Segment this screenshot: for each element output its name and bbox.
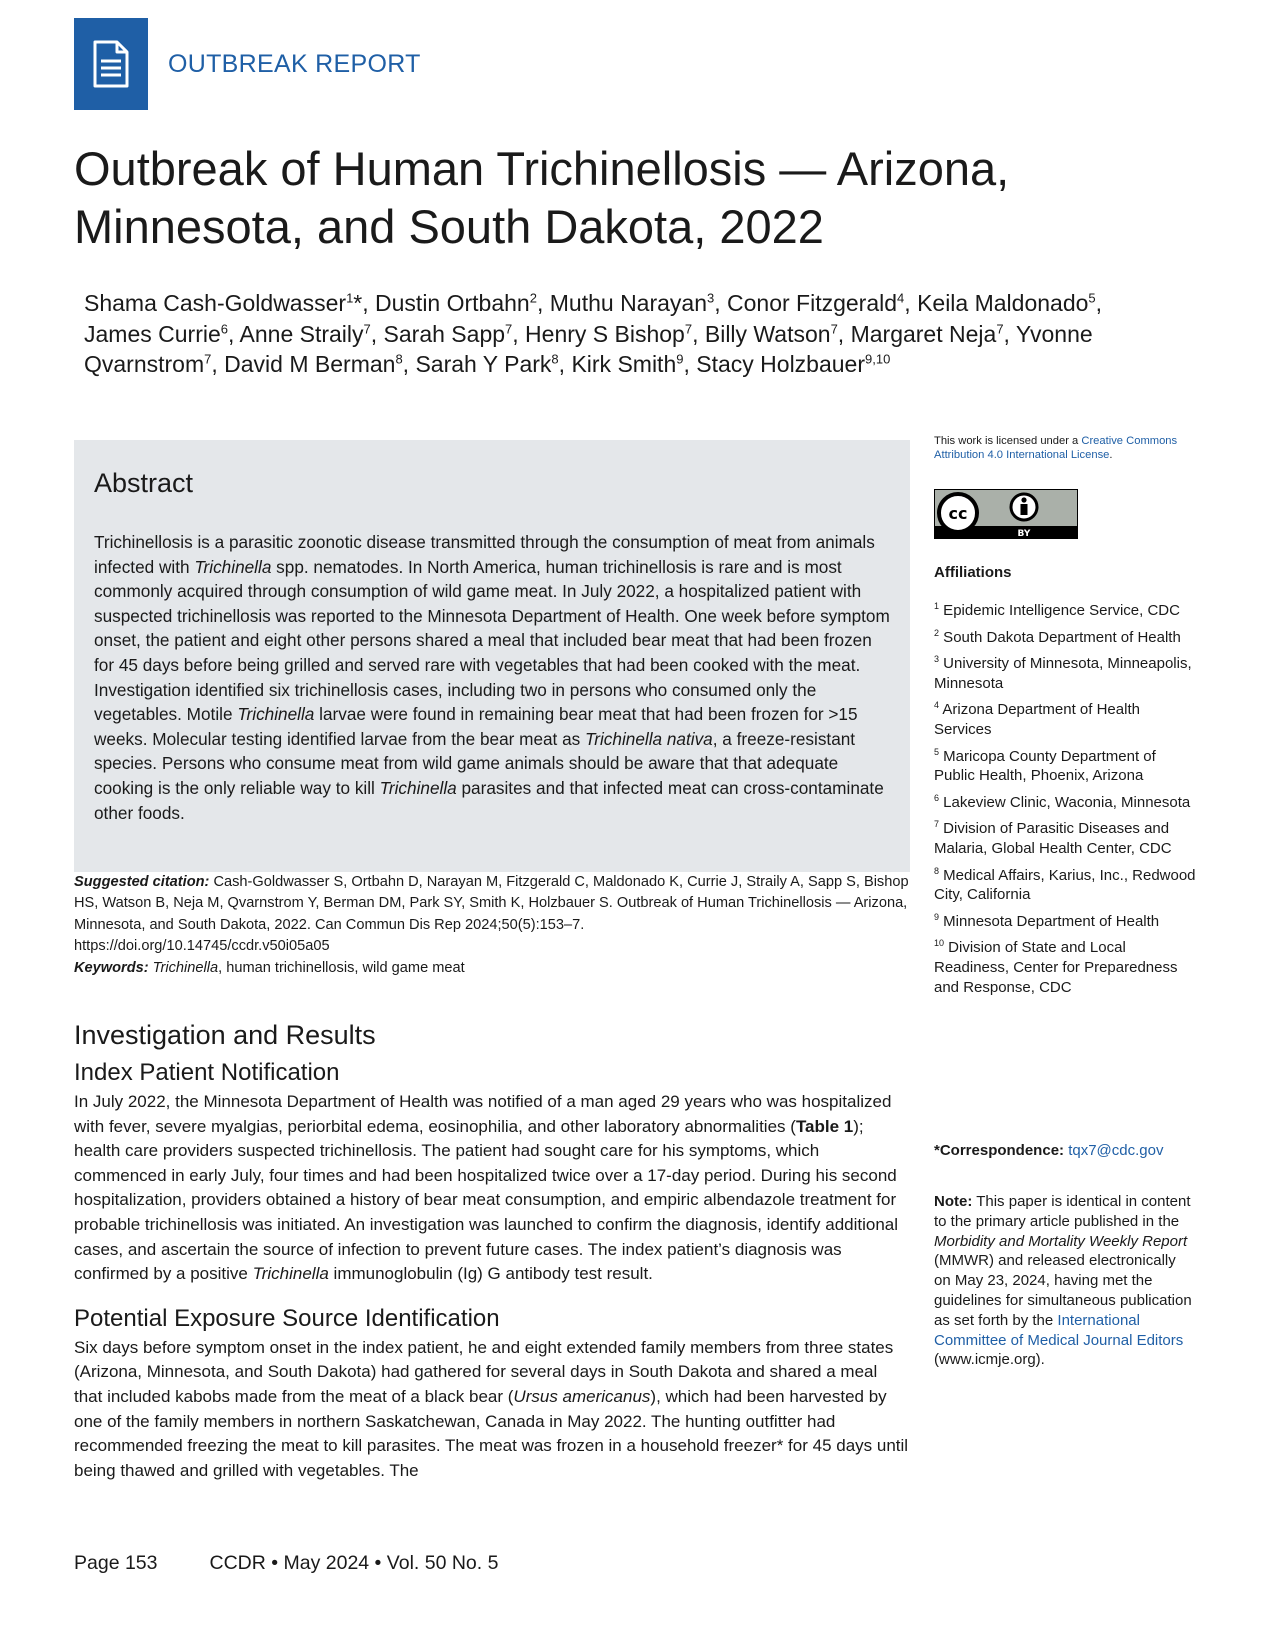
author-affiliation-ref: 5 [1088,290,1096,306]
affiliation-item [934,747,1196,786]
affiliation-item [934,628,1196,648]
author-name: Dustin Ortbahn [375,290,530,316]
italic-term: Morbidity and Mortality Weekly Report [934,1232,1188,1250]
license-notice: This work is licensed under a Creative Commons Attribution 4.0 International License. [934,435,1178,461]
text-run: In July 2022, the Minnesota Department of Health was notified of a man aged 29 years who was hospitalized with fever, severe myalgias, periorbital edema, eosinophilia, and other laboratory abnormalities ( [74,1092,892,1136]
article-title: Outbreak of Human Trichinellosis — Arizona, Minnesota, and South Dakota, 2022 [74,142,1010,253]
author-affiliation-ref: 8 [551,351,559,367]
text-run: ), which had been harvested by one of the family members in northern Saskatchewan, Canada in May 2022. The hunting outfitter had recommended freezing the meat to kill parasites. The meat was frozen in a household freezer* for 45 days until being thawed and grilled with vegetables. The [74,1386,909,1480]
text-run: This paper is identical in content to the primary article published in the [934,1193,1191,1230]
author-separator: , [1003,320,1016,347]
correspondence-label: *Correspondence: [934,1142,1065,1159]
italic-term: Trichinella [152,959,219,976]
affiliation-text: Epidemic Intelligence Service, CDC [939,602,1180,619]
text-run: , a freeze-resistant species. Persons who consume meat from wild game animals should be aware that that adequate cooking is the only reliable way to kill [94,728,856,798]
affiliation-number: 2 [934,627,940,638]
affiliation-item [934,866,1196,905]
affiliations-list [934,601,1196,1004]
suggested-citation [74,872,910,936]
author-separator: , [211,351,225,377]
section-label: OUTBREAK REPORT [168,50,421,78]
italic-term: Ursus americanus [513,1386,651,1406]
author-separator: , [536,290,550,316]
author-name: Billy Watson [704,320,831,347]
affiliation-number: 4 [934,700,940,711]
author-affiliation-ref: 9 [676,351,684,367]
text-run: , human trichinellosis, wild game meat [218,959,465,976]
affiliation-item [934,601,1196,621]
author-separator: , [683,351,697,377]
author-separator: *, [353,290,376,316]
correspondence-email[interactable]: tqx7@cdc.gov [1068,1142,1164,1159]
paragraph [74,1336,910,1484]
author-affiliation-ref: 7 [505,320,513,336]
author-affiliation-ref: 3 [707,290,715,306]
main-body [74,1020,910,1483]
affiliation-number: 5 [934,746,940,757]
author-name: Margaret Neja [850,320,997,347]
author-name: Anne Straily [239,320,364,347]
doi-link[interactable]: https://doi.org/10.14745/ccdr.v50i05a05 [74,938,330,955]
text-run: immunoglobulin (Ig) G antibody test result. [328,1264,653,1284]
citation-label: Suggested citation: [74,874,210,890]
icmje-link[interactable]: International Committee of Medical Journal Editors [934,1311,1184,1349]
citation-block [74,872,910,979]
author-name: James Currie [84,320,221,347]
author-affiliation-ref: 7 [830,320,838,336]
svg-text:cc: cc [948,504,968,523]
author-name: Yvonne Qvarnstrom [84,320,1093,377]
italic-term: Trichinella [379,777,457,798]
keywords-text [149,960,465,976]
text-run: Six days before symptom onset in the index patient, he and eight extended family members from three states (Arizona, Minnesota, and South Dakota) had gathered for several days in South Dakota and shared a meal that included kabobs made from the meat of a black bear ( [74,1337,894,1406]
license-link[interactable]: Creative Commons Attribution 4.0 International License [934,435,1178,461]
text-run: ); health care providers suspected trichinellosis. The patient had sought care for his symptoms, which commenced in early July, four times and had been hospitalized twice over a 17-day period. During his second hospitalization, providers obtained a history of bear meat consumption, and empiric albendazole treatment for probable trichinellosis was initiated. An investigation was launched to confirm the diagnosis, identify additional cases, and ascertain the source of infection to prevent future cases. The index patient’s diagnosis was confirmed by a positive [74,1116,899,1284]
author-affiliation-ref: 9,10 [865,351,891,367]
affiliation-text: Division of Parasitic Diseases and Malaria, Global Health Center, CDC [934,820,1172,857]
cc-badge-text: BY [1017,529,1031,539]
affiliation-number: 1 [934,601,940,611]
section-badge [74,18,148,110]
page-number: Page 153 [74,1552,158,1574]
paragraph [74,1090,910,1287]
author-separator: , [692,320,705,347]
author-affiliation-ref: 1 [346,290,354,306]
text-run: (www.icmje.org). [934,1351,1045,1369]
affiliation-text: Division of State and Local Readiness, Center for Preparedness and Response, CDC [934,939,1178,996]
note [934,1192,1196,1370]
affiliation-number: 3 [934,654,940,665]
author-separator: , [904,290,918,316]
text-run: spp. nematodes. In North America, human trichinellosis is rare and is most commonly acquired through consumption of wild game meat. In July 2022, a hospitalized patient with suspected trichinellosis was reported to the Minnesota Department of Health. One week before symptom onset, the patient and eight other persons shared a meal that included bear meat that had been frozen for 45 days before being grilled and served rare with vegetables that had been cooked with the meat. Investigation identified six trichinellosis cases, including two in persons who consumed only the vegetables. Motile [94,556,890,725]
author-list [84,288,1144,380]
affiliation-item [934,819,1196,858]
affiliation-number: 10 [934,938,945,949]
affiliation-number: 9 [934,911,940,922]
affiliation-text: University of Minnesota, Minneapolis, Minnesota [934,655,1192,692]
author-separator: , [370,320,384,347]
author-affiliation-ref: 7 [204,351,212,367]
author-name: Conor Fitzgerald [727,290,898,316]
correspondence [934,1142,1196,1159]
italic-term: Trichinella nativa [585,728,713,749]
document-icon [91,39,131,89]
author-affiliation-ref: 7 [363,320,371,336]
note-text [934,1193,1192,1368]
affiliation-number: 7 [934,819,940,830]
author-name: Kirk Smith [571,351,677,377]
affiliations-heading: Affiliations [934,564,1012,581]
author-affiliation-ref: 6 [220,320,228,336]
author-separator: , [714,290,728,316]
affiliation-item [934,700,1196,739]
affiliation-item [934,912,1196,932]
affiliation-text: Maricopa County Department of Public Health, Phoenix, Arizona [934,747,1156,785]
affiliation-item [934,793,1196,813]
page-footer [74,1552,498,1575]
text-run: Trichinellosis is a parasitic zoonotic disease transmitted through the consumption of meat from animals infected with [94,532,875,577]
author-affiliation-ref: 7 [684,320,693,336]
author-separator: , [1095,290,1103,316]
author-affiliation-ref: 7 [996,320,1004,336]
affiliation-item [934,938,1196,997]
italic-term: Trichinella [237,704,315,725]
author-separator: , [228,320,240,347]
keywords-label: Keywords: [74,959,149,976]
author-separator: , [512,320,526,347]
text-run: parasites and that infected meat can cross-contaminate other foods. [94,777,884,823]
author-name: Keila Maldonado [917,290,1089,316]
author-name: Sarah Y Park [415,351,552,377]
section-heading: Investigation and Results [74,1020,376,1050]
author-affiliation-ref: 8 [395,351,403,367]
italic-term: Trichinella [194,556,272,577]
author-name: Stacy Holzbauer [696,351,865,377]
italic-term: Trichinella [252,1264,329,1284]
affiliation-number: 8 [934,865,940,876]
affiliation-text: Lakeview Clinic, Waconia, Minnesota [939,793,1191,811]
keywords [74,958,910,979]
subsection-heading: Potential Exposure Source Identification [74,1304,500,1332]
author-affiliation-ref: 2 [529,290,537,306]
abstract-box [74,440,910,872]
table-reference[interactable]: Table 1 [795,1116,854,1136]
author-separator: , [402,351,416,377]
author-name: Henry S Bishop [525,320,685,347]
journal-info: CCDR • May 2024 • Vol. 50 No. 5 [209,1552,499,1574]
author-separator: , [837,320,851,347]
author-name: Muthu Narayan [549,290,707,316]
affiliation-number: 6 [934,792,940,803]
abstract-text [94,530,890,825]
note-label: Note: [934,1193,973,1210]
author-affiliation-ref: 4 [897,290,905,306]
text-run: larvae were found in remaining bear meat that had been frozen for >15 weeks. Molecular testing identified larvae from the bear meat as [94,704,858,749]
affiliation-text: Medical Affairs, Karius, Inc., Redwood City, California [934,866,1196,904]
affiliation-text: Arizona Department of Health Services [934,701,1140,738]
author-name: Sarah Sapp [383,320,506,347]
subsection-heading: Index Patient Notification [74,1059,340,1086]
author-separator: , [558,351,572,377]
affiliation-text: Minnesota Department of Health [939,912,1160,930]
author-name: David M Berman [224,351,396,377]
citation-text: Cash-Goldwasser S, Ortbahn D, Narayan M, Fitzgerald C, Maldonado K, Currie J, Straily A, Sapp S, Bishop HS, Watson B, Neja M, Qvarnstrom Y, Berman DM, Park SY, Smith K, Holzbauer S. Outbreak of Human Trichinellosis — Arizona, Minnesota, and South Dakota, 2022. Can Commun Dis Rep 2024;50(5):153–7. [74,874,909,933]
affiliation-text: South Dakota Department of Health [939,628,1181,646]
author-name: Shama Cash-Goldwasser [84,290,347,316]
cc-by-license-badge[interactable] [934,489,1078,539]
affiliation-item [934,654,1196,693]
abstract-heading: Abstract [94,468,194,498]
text-run: (MMWR) and released electronically on May 23, 2024, having met the guidelines for simultaneous publication as set forth by the [934,1252,1192,1329]
